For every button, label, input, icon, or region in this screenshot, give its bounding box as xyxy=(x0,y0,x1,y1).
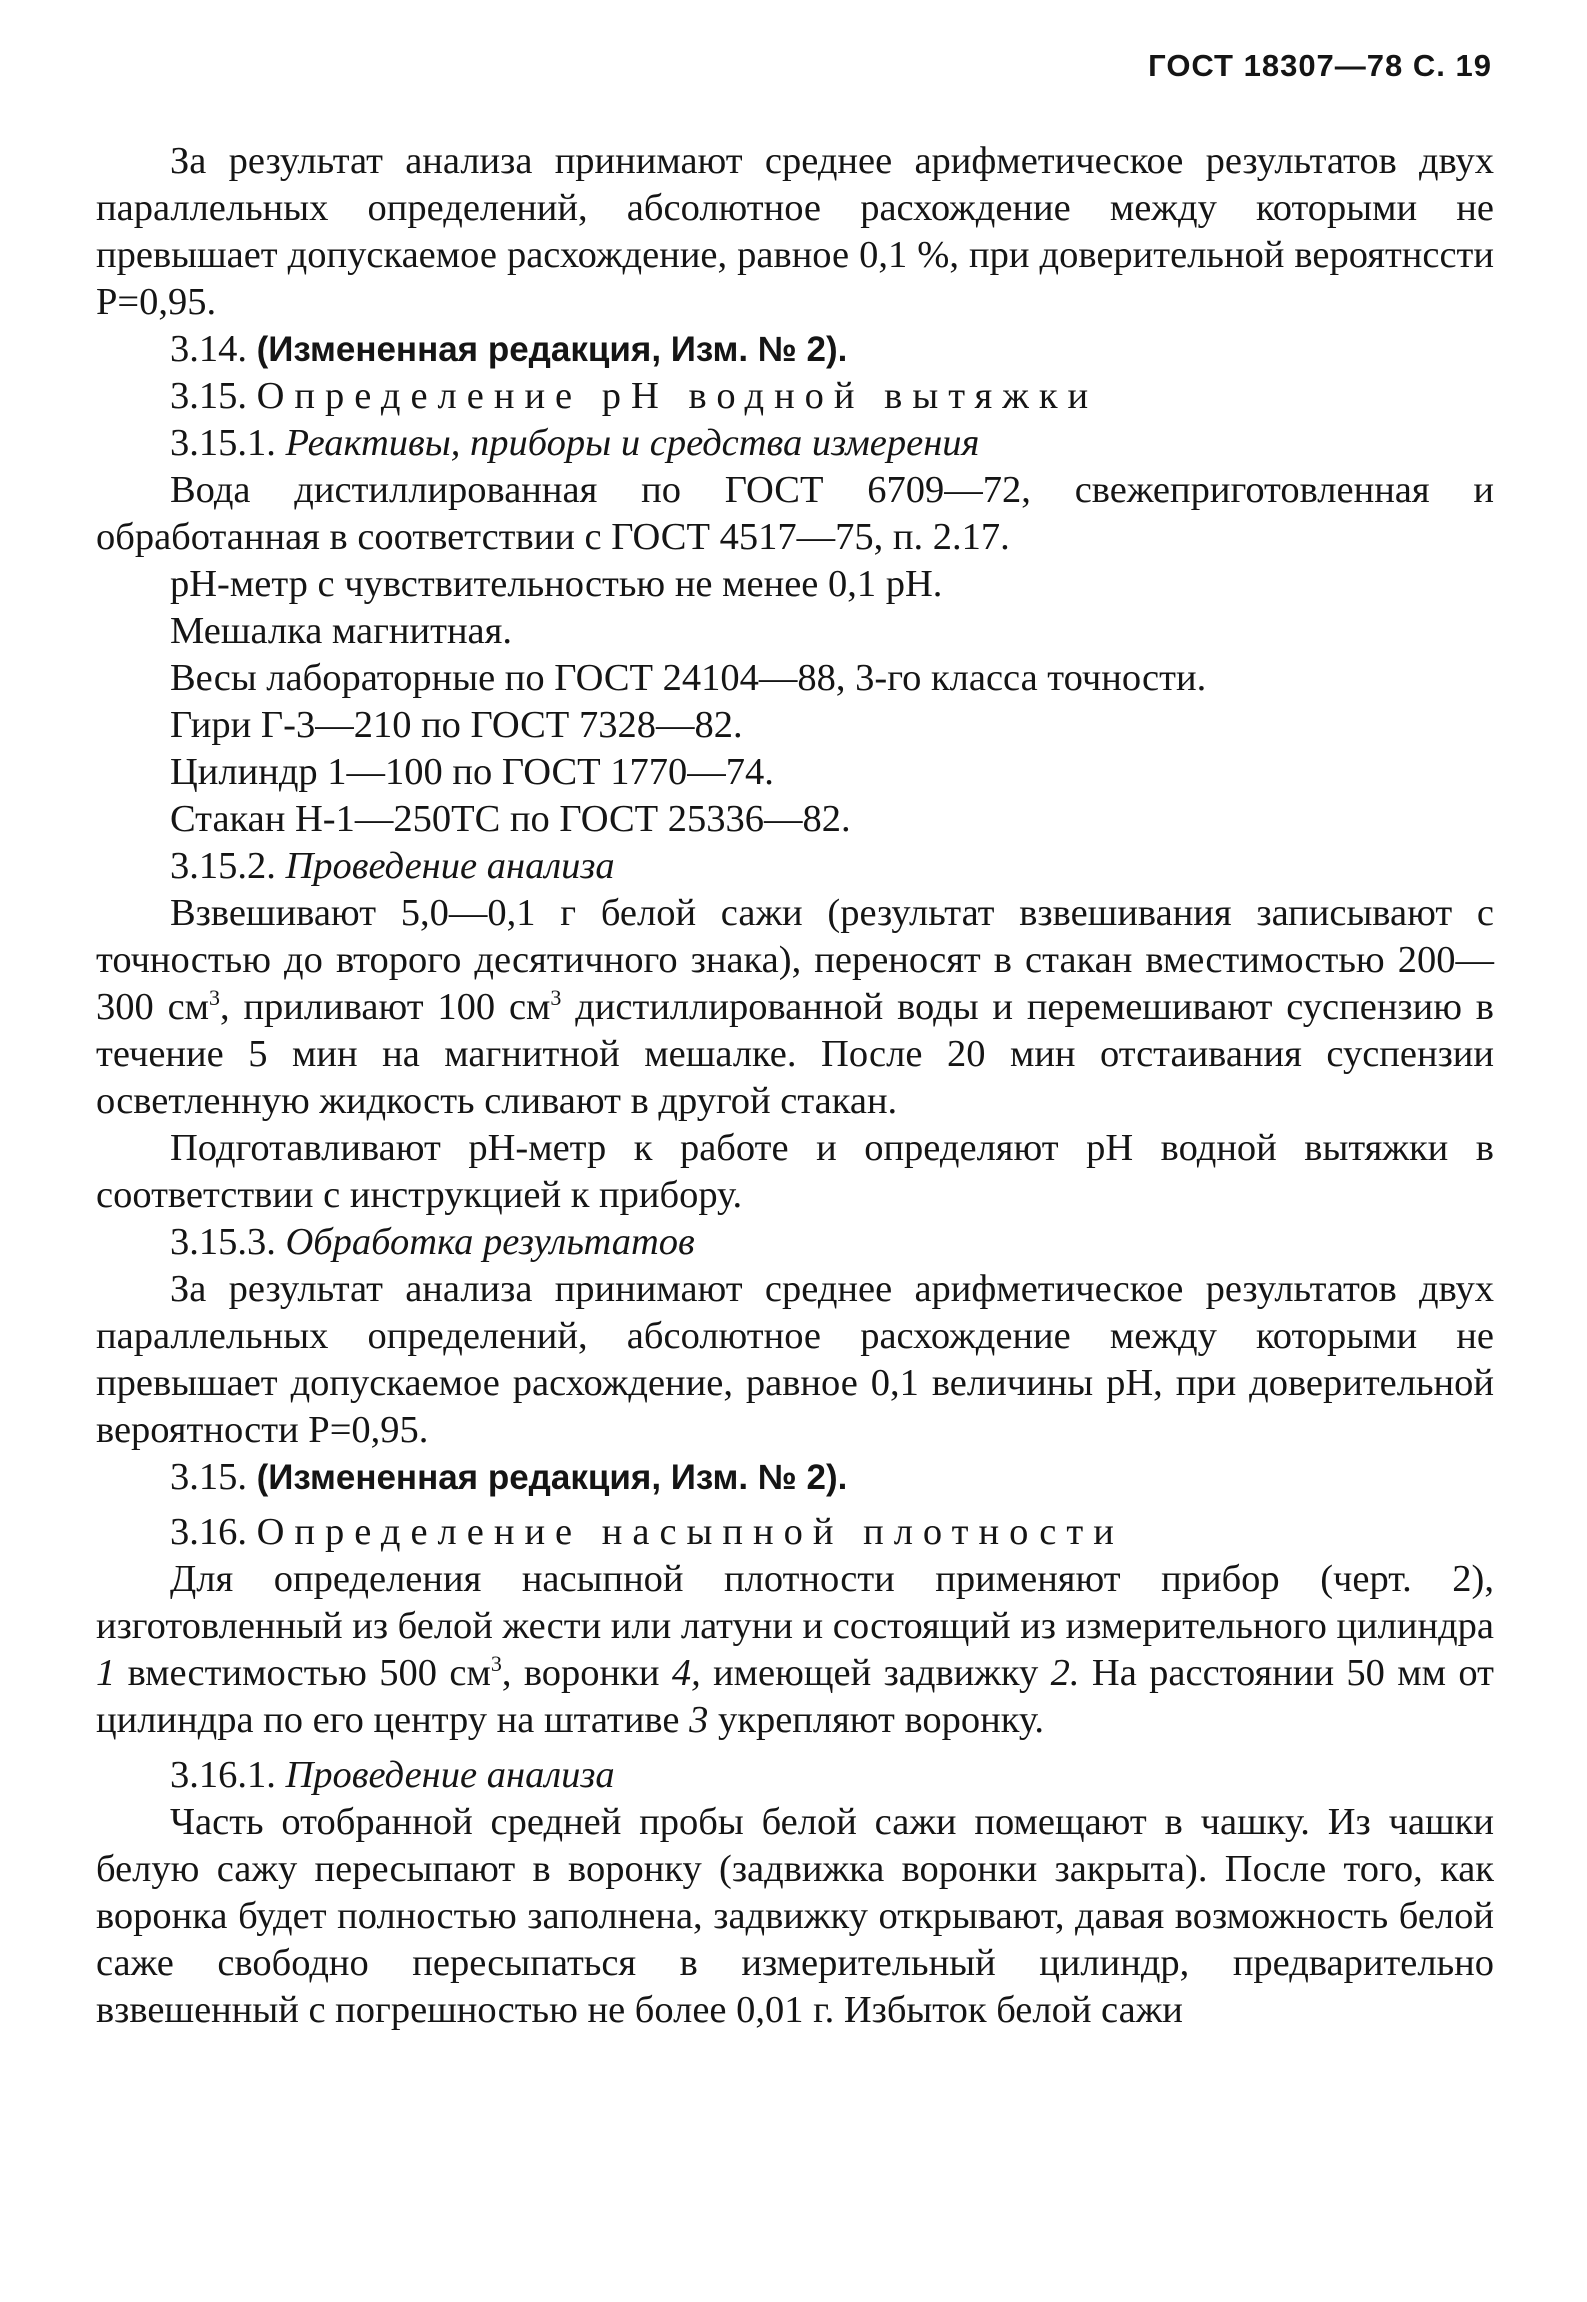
superscript: 3 xyxy=(550,985,562,1011)
subsection-title: Обработка результатов xyxy=(285,1221,695,1263)
text-run: укрепляют воронку. xyxy=(708,1699,1044,1741)
document-body xyxy=(96,138,1494,2034)
amendment-note xyxy=(96,326,1494,373)
list-item: Стакан Н-1—250ТС по ГОСТ 25336—82. xyxy=(170,798,851,840)
paragraph-result-averaging: За результат анализа принимают среднее арифметическое результатов двух параллельных определений, абсолютное расхождение между которыми не превышает допускаемое расхождение, равное 0,1 %, при доверительной вероятнссти Р=0,95. xyxy=(96,140,1494,323)
amendment-label: (Измененная редакция, Изм. № 2). xyxy=(256,330,848,369)
text-run: Взвешивают 5,0—0,1 г белой сажи (результат взвешивания записывают с точностью до второго десятичного знака), переносят в стакан вместимостью 200—300 см xyxy=(96,892,1494,1028)
clause-number: 3.15. xyxy=(170,1456,247,1498)
list-item: Мешалка магнитная. xyxy=(170,610,512,652)
clause-number: 3.15.2. xyxy=(170,845,276,887)
subsection-heading xyxy=(96,1752,1494,1799)
clause-number: 3.14. xyxy=(170,328,247,370)
list-item: Цилиндр 1—100 по ГОСТ 1770—74. xyxy=(170,751,774,793)
subsection-heading xyxy=(96,420,1494,467)
paragraph-result-ph: За результат анализа принимают среднее арифметическое результатов двух параллельных определений, абсолютное расхождение между которыми не превышает допускаемое расхождение, равное 0,1 величины рН, при доверительной вероятности Р=0,95. xyxy=(96,1268,1494,1451)
running-head: ГОСТ 18307—78 С. 19 xyxy=(1148,48,1492,83)
subsection-title: Проведение анализа xyxy=(285,845,615,887)
clause-number: 3.15. xyxy=(170,375,247,417)
text-run: дистиллированной воды и перемешивают суспензию в течение 5 мин на магнитной мешалке. После 20 мин отстаивания суспензии осветленную жидкость сливают в другой стакан. xyxy=(96,986,1494,1122)
clause-number: 3.15.3. xyxy=(170,1221,276,1263)
subsection-title: Реактивы, приборы и средства измерения xyxy=(285,422,980,464)
clause-number: 3.16.1. xyxy=(170,1754,276,1796)
amendment-label: (Измененная редакция, Изм. № 2). xyxy=(256,1458,848,1497)
text-run: имеющей задвижку xyxy=(700,1652,1051,1694)
section-heading xyxy=(96,373,1494,420)
clause-number: 3.16. xyxy=(170,1511,247,1553)
section-heading xyxy=(96,1509,1494,1556)
section-title: Определение рН водной вытяжки xyxy=(256,375,1099,417)
figure-ref: 2. xyxy=(1050,1652,1080,1694)
figure-ref: 4, xyxy=(671,1652,701,1694)
list-item: Гири Г-3—210 по ГОСТ 7328—82. xyxy=(170,704,743,746)
paragraph-weighing xyxy=(96,890,1494,1125)
subsection-heading xyxy=(96,1219,1494,1266)
paragraph-device xyxy=(96,1556,1494,1744)
text-run: На расстоянии 50 мм от цилиндра по его центру на штативе xyxy=(96,1652,1494,1741)
figure-ref: 1 xyxy=(96,1652,116,1694)
subsection-title: Проведение анализа xyxy=(285,1754,615,1796)
superscript: 3 xyxy=(490,1651,502,1677)
text-run: , приливают 100 см xyxy=(220,986,551,1028)
section-title: Определение насыпной плотности xyxy=(256,1511,1124,1553)
paragraph-water: Вода дистиллированная по ГОСТ 6709—72, свежеприготовленная и обработанная в соответствии с ГОСТ 4517—75, п. 2.17. xyxy=(96,469,1494,558)
subsection-heading xyxy=(96,843,1494,890)
clause-number: 3.15.1. xyxy=(170,422,276,464)
list-item: рН-метр с чувствительностью не менее 0,1 рН. xyxy=(170,563,943,605)
paragraph-procedure: Часть отобранной средней пробы белой сажи помещают в чашку. Из чашки белую сажу пересыпают в воронку (задвижка воронки закрыта). После того, как воронка будет полностью заполнена, задвижку открывают, давая возможность белой саже свободно пересыпаться в измерительный цилиндр, предварительно взвешенный с погрешностью не более 0,01 г. Избыток белой сажи xyxy=(96,1801,1494,2031)
figure-ref: 3 xyxy=(689,1699,709,1741)
paragraph-ph-meter: Подготавливают рН-метр к работе и определяют рН водной вытяжки в соответствии с инструкцией к прибору. xyxy=(96,1127,1494,1216)
superscript: 3 xyxy=(209,985,221,1011)
amendment-note xyxy=(96,1454,1494,1501)
text-run: , воронки xyxy=(501,1652,672,1694)
list-item: Весы лабораторные по ГОСТ 24104—88, 3-го класса точности. xyxy=(170,657,1207,699)
text-run: Для определения насыпной плотности применяют прибор (черт. 2), изготовленный из белой жести или латуни и состоящий из измерительного цилиндра xyxy=(96,1558,1494,1647)
text-run: вместимостью 500 см xyxy=(115,1652,491,1694)
